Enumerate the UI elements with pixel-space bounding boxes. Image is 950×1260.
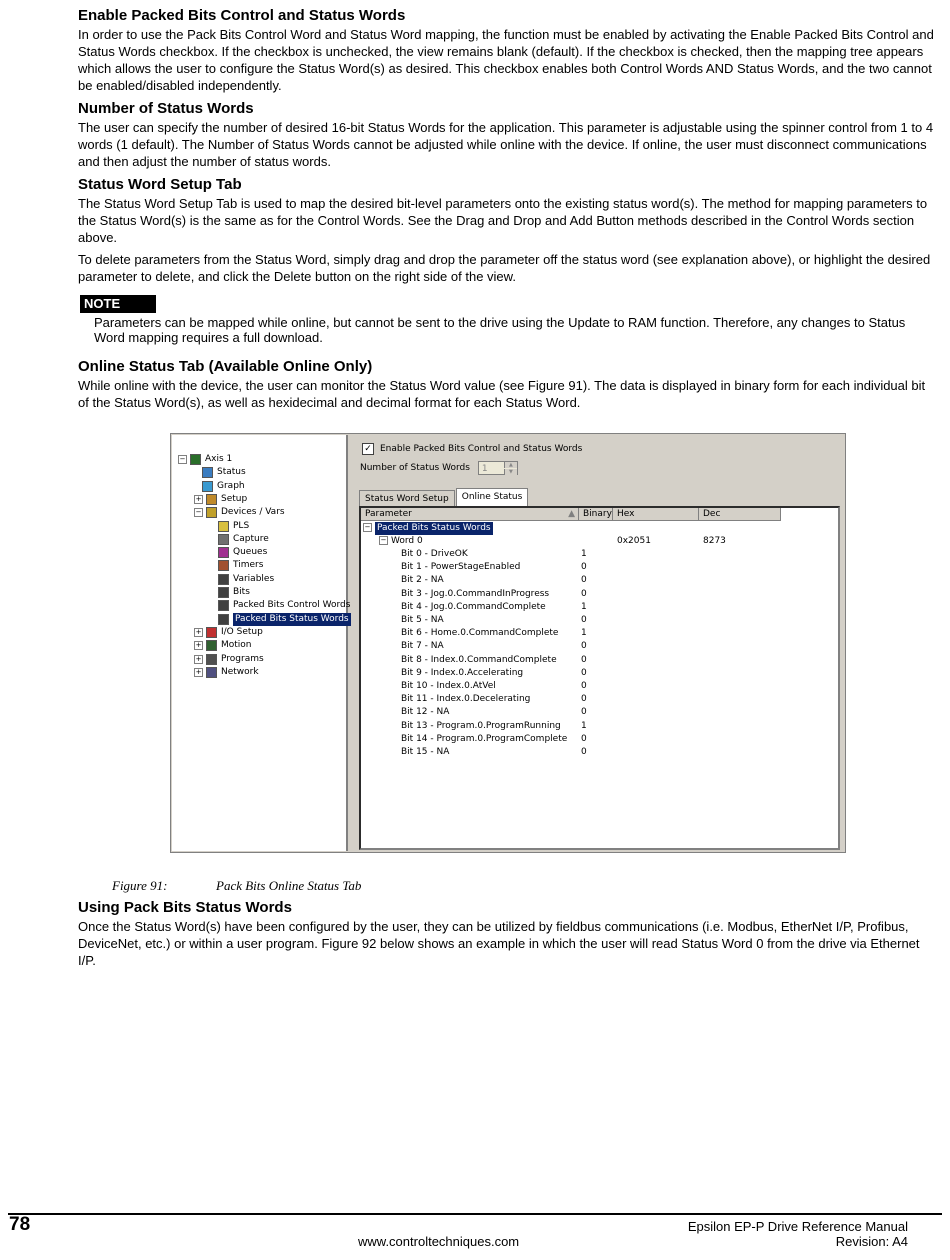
queues-icon: [218, 547, 229, 558]
collapse-icon[interactable]: −: [364, 523, 371, 531]
bit-row[interactable]: Bit 11 - Index.0.Decelerating: [401, 694, 531, 705]
tree-item-label: Timers: [233, 560, 264, 571]
website[interactable]: www.controltechniques.com: [358, 1234, 520, 1249]
motion-icon: [206, 640, 217, 651]
bit-row[interactable]: Bit 10 - Index.0.AtVel: [401, 681, 496, 691]
expand-icon[interactable]: +: [195, 654, 202, 663]
section-status-word-setup-tab: [78, 175, 938, 285]
tree-programs[interactable]: [194, 653, 264, 666]
bit-row[interactable]: Bit 0 - DriveOK: [401, 549, 468, 559]
tree-item-label: Queues: [233, 547, 268, 558]
tree-io-setup[interactable]: [194, 626, 263, 639]
graph-icon: [202, 481, 213, 492]
caption-title: Pack Bits Online Status Tab: [216, 878, 362, 893]
section-online-status-tab: [78, 357, 938, 411]
sort-arrow-icon: ▲: [568, 509, 575, 519]
variables-icon: [218, 574, 229, 585]
axis-1-icon: [190, 454, 201, 465]
num-status-words-spinner[interactable]: [478, 461, 518, 475]
tree-item-label: Setup: [221, 493, 248, 504]
timers-icon: [218, 560, 229, 571]
footer-rule: [8, 1213, 942, 1215]
tree-setup[interactable]: [194, 493, 247, 506]
tree-pls[interactable]: [218, 520, 249, 533]
bit-row[interactable]: Bit 2 - NA: [401, 575, 444, 586]
word-label: Word 0: [391, 536, 423, 546]
bit-binary-value: 0: [581, 654, 587, 665]
tree-item-label: PLS: [233, 520, 250, 531]
bit-binary-value: 0: [581, 733, 587, 744]
manual-info: [688, 1219, 908, 1249]
word-hex-value: 0x2051: [617, 536, 651, 546]
spin-up-icon[interactable]: ▲: [504, 462, 517, 468]
column-header-parameter[interactable]: Parameter ▲: [361, 508, 579, 521]
spin-down-icon[interactable]: ▼: [504, 469, 517, 475]
status-word-grid: [359, 506, 840, 850]
bit-binary-value: 1: [581, 720, 587, 731]
tree-item-label: Network: [221, 666, 259, 677]
heading-status-word-setup-tab: Status Word Setup Tab: [78, 176, 242, 193]
column-header-hex[interactable]: Hex: [613, 508, 699, 521]
tree-item-label: Devices / Vars: [221, 507, 285, 518]
column-header-dec[interactable]: Dec: [699, 508, 781, 521]
tree-axis-1[interactable]: [178, 453, 232, 466]
tree-item-label: Graph: [217, 480, 245, 491]
expand-icon[interactable]: +: [195, 641, 202, 650]
capture-icon: [218, 534, 229, 545]
tree-timers[interactable]: [218, 559, 263, 572]
bit-binary-value: 0: [581, 575, 587, 586]
tree-item-label: Bits: [233, 587, 250, 597]
setup-icon: [206, 494, 217, 505]
manual-title: Epsilon EP-P Drive Reference Manual: [687, 1219, 908, 1234]
grid-row-root[interactable]: [363, 522, 493, 535]
page-number: 78: [9, 1214, 31, 1235]
note-text: Parameters can be mapped while online, but cannot be sent to the drive using the Update to RAM function. Therefore, any changes to Status Word mapping requires a full download.: [94, 315, 906, 345]
expand-icon[interactable]: +: [195, 667, 202, 676]
bit-row[interactable]: Bit 8 - Index.0.CommandComplete: [401, 654, 557, 665]
tree-item-label: Motion: [221, 640, 252, 651]
bit-row[interactable]: Bit 6 - Home.0.CommandComplete: [401, 628, 559, 639]
section-using-pack-bits: [78, 898, 938, 974]
packed-bits-control-words-icon: [218, 600, 229, 611]
figure-91-screenshot: [170, 433, 846, 853]
bit-row[interactable]: Bit 12 - NA: [401, 707, 450, 718]
bit-binary-value: 0: [581, 694, 587, 705]
paragraph: In order to use the Pack Bits Control Word and Status Word mapping, the function must be enabled by activating the Enable Packed Bits Control and Status Words checkbox. If the checkbox is unchecked, the view remains blank (default). If the checkbox is checked, then the mapping tree appears which allows the user to configure the Status Word(s) as desired. This checkbox enables both Control Words AND Status Words, and the two cannot be enabled/disabled independently.: [78, 27, 934, 93]
heading-using-pack-bits: Using Pack Bits Status Words: [78, 899, 292, 916]
grid-row-word-0[interactable]: [379, 535, 423, 548]
tree-item-label: Packed Bits Control Words: [233, 600, 351, 611]
enable-packed-bits-checkbox[interactable]: ✓: [362, 443, 374, 455]
tab-status-word-setup[interactable]: Status Word Setup: [359, 490, 455, 507]
paragraph: The Status Word Setup Tab is used to map the desired bit-level parameters onto the existing status word(s). The method for mapping parameters to the Status Word(s) is the same as for the Control Words. See the Drag and Drop and Add Button methods described in the Control Words section above.: [78, 196, 928, 245]
note-label: NOTE: [80, 295, 156, 313]
bit-row[interactable]: Bit 5 - NA: [401, 615, 444, 625]
programs-icon: [206, 654, 217, 665]
bit-binary-value: 0: [581, 747, 587, 757]
bit-row[interactable]: Bit 4 - Jog.0.CommandComplete: [401, 601, 546, 612]
bit-binary-value: 1: [581, 628, 587, 639]
tree-item-label: Axis 1: [205, 454, 233, 464]
tree-bits[interactable]: [218, 586, 250, 599]
io-setup-icon: [206, 627, 217, 638]
revision: Revision: A4: [835, 1234, 908, 1249]
caption-number: Figure 91:: [112, 878, 168, 893]
bit-row[interactable]: Bit 9 - Index.0.Accelerating: [401, 667, 524, 678]
tree-item-label: Packed Bits Status Words: [235, 613, 349, 624]
heading-enable-packed-bits: Enable Packed Bits Control and Status Words: [78, 7, 406, 24]
grid-header: [361, 508, 838, 522]
bit-binary-value: 0: [581, 681, 587, 691]
heading-number-of-status-words: Number of Status Words: [78, 100, 254, 117]
tree-packed-bits-control-words[interactable]: [218, 599, 350, 612]
word-dec-value: 8273: [703, 536, 726, 546]
bit-row[interactable]: Bit 7 - NA: [401, 641, 444, 652]
bit-binary-value: 0: [581, 562, 587, 573]
tree-item-label: Variables: [233, 573, 275, 584]
collapse-icon[interactable]: −: [380, 536, 387, 544]
expand-icon[interactable]: +: [195, 494, 202, 503]
tree-pane[interactable]: [172, 435, 351, 851]
root-label: Packed Bits Status Words: [377, 523, 491, 533]
status-icon: [202, 467, 213, 478]
section-enable-packed-bits: [78, 6, 938, 94]
collapse-icon[interactable]: −: [195, 508, 202, 517]
bit-binary-value: 0: [581, 588, 587, 599]
pls-icon: [218, 521, 229, 532]
paragraph: While online with the device, the user can monitor the Status Word value (see Figure 91). The data is displayed in binary form for each individual bit of the Status Word(s), as well as hexidecimal and decimal format for each Status Word.: [78, 378, 926, 410]
enable-packed-bits-label: Enable Packed Bits Control and Status Words: [380, 444, 583, 454]
bit-row[interactable]: Bit 15 - NA: [401, 747, 450, 757]
tree-variables[interactable]: [218, 573, 274, 586]
enable-packed-bits-row[interactable]: [362, 443, 582, 455]
tree-packed-bits-status-words[interactable]: [218, 613, 351, 626]
bit-row[interactable]: Bit 1 - PowerStageEnabled: [401, 562, 521, 573]
tree-capture[interactable]: [218, 533, 269, 546]
paragraph: The user can specify the number of desired 16-bit Status Words for the application. This parameter is adjustable using the spinner control from 1 to 4 words (1 default). The Number of Status Words cannot be adjusted while online with the device. If online, the user must disconnect communications and then adjust the number of status words.: [78, 120, 934, 169]
tree-item-label: I/O Setup: [221, 626, 263, 637]
figure-caption: [112, 878, 362, 894]
column-header-binary[interactable]: Binary: [579, 508, 613, 521]
bit-binary-value: 0: [581, 707, 587, 718]
num-status-words-value: 1: [481, 464, 488, 474]
num-status-words-label: Number of Status Words: [360, 463, 470, 473]
paragraph: Once the Status Word(s) have been configured by the user, they can be utilized by fieldbus communications (i.e. Modbus, EtherNet I/P, Profibus, DeviceNet, etc.) or within a user program. Figure 92 below shows an example in which the user will read Status Word 0 from the drive via Ethernet I/P.: [78, 919, 920, 968]
bit-binary-value: 0: [581, 641, 587, 652]
bits-icon: [218, 587, 229, 598]
collapse-icon[interactable]: −: [179, 455, 186, 463]
bit-binary-value: 0: [581, 667, 587, 678]
bit-binary-value: 0: [581, 615, 587, 625]
bit-row[interactable]: Bit 3 - Jog.0.CommandInProgress: [401, 588, 550, 599]
tree-motion[interactable]: [194, 639, 252, 652]
tree-status[interactable]: [202, 466, 246, 479]
tree-item-label: Status: [217, 467, 246, 478]
bit-row[interactable]: Bit 13 - Program.0.ProgramRunning: [401, 720, 561, 731]
section-number-of-status-words: [78, 99, 938, 170]
tree-graph[interactable]: [202, 480, 245, 493]
tree-item-label: Capture: [233, 533, 269, 544]
packed-bits-status-words-icon: [218, 614, 229, 625]
tree-queues[interactable]: [218, 546, 267, 559]
note-box: [80, 295, 938, 345]
tab-online-status[interactable]: Online Status: [456, 488, 529, 507]
tree-network[interactable]: [194, 666, 259, 679]
page-content: [78, 6, 938, 416]
devices-vars-icon: [206, 507, 217, 518]
tree-devices-vars[interactable]: [194, 506, 285, 519]
bit-binary-value: 1: [581, 601, 587, 612]
num-status-words-row: [360, 461, 518, 475]
paragraph: To delete parameters from the Status Word, simply drag and drop the parameter off the status word (see explanation above), or highlight the desired parameter to delete, and click the Delete button on the right side of the view.: [78, 252, 931, 284]
bit-row[interactable]: Bit 14 - Program.0.ProgramComplete: [401, 733, 568, 744]
expand-icon[interactable]: +: [195, 627, 202, 636]
tree-item-label: Programs: [221, 653, 264, 664]
bit-binary-value: 1: [581, 549, 587, 559]
network-icon: [206, 667, 217, 678]
heading-online-status-tab: Online Status Tab (Available Online Only): [78, 358, 373, 375]
packed-bits-view: [352, 435, 845, 851]
